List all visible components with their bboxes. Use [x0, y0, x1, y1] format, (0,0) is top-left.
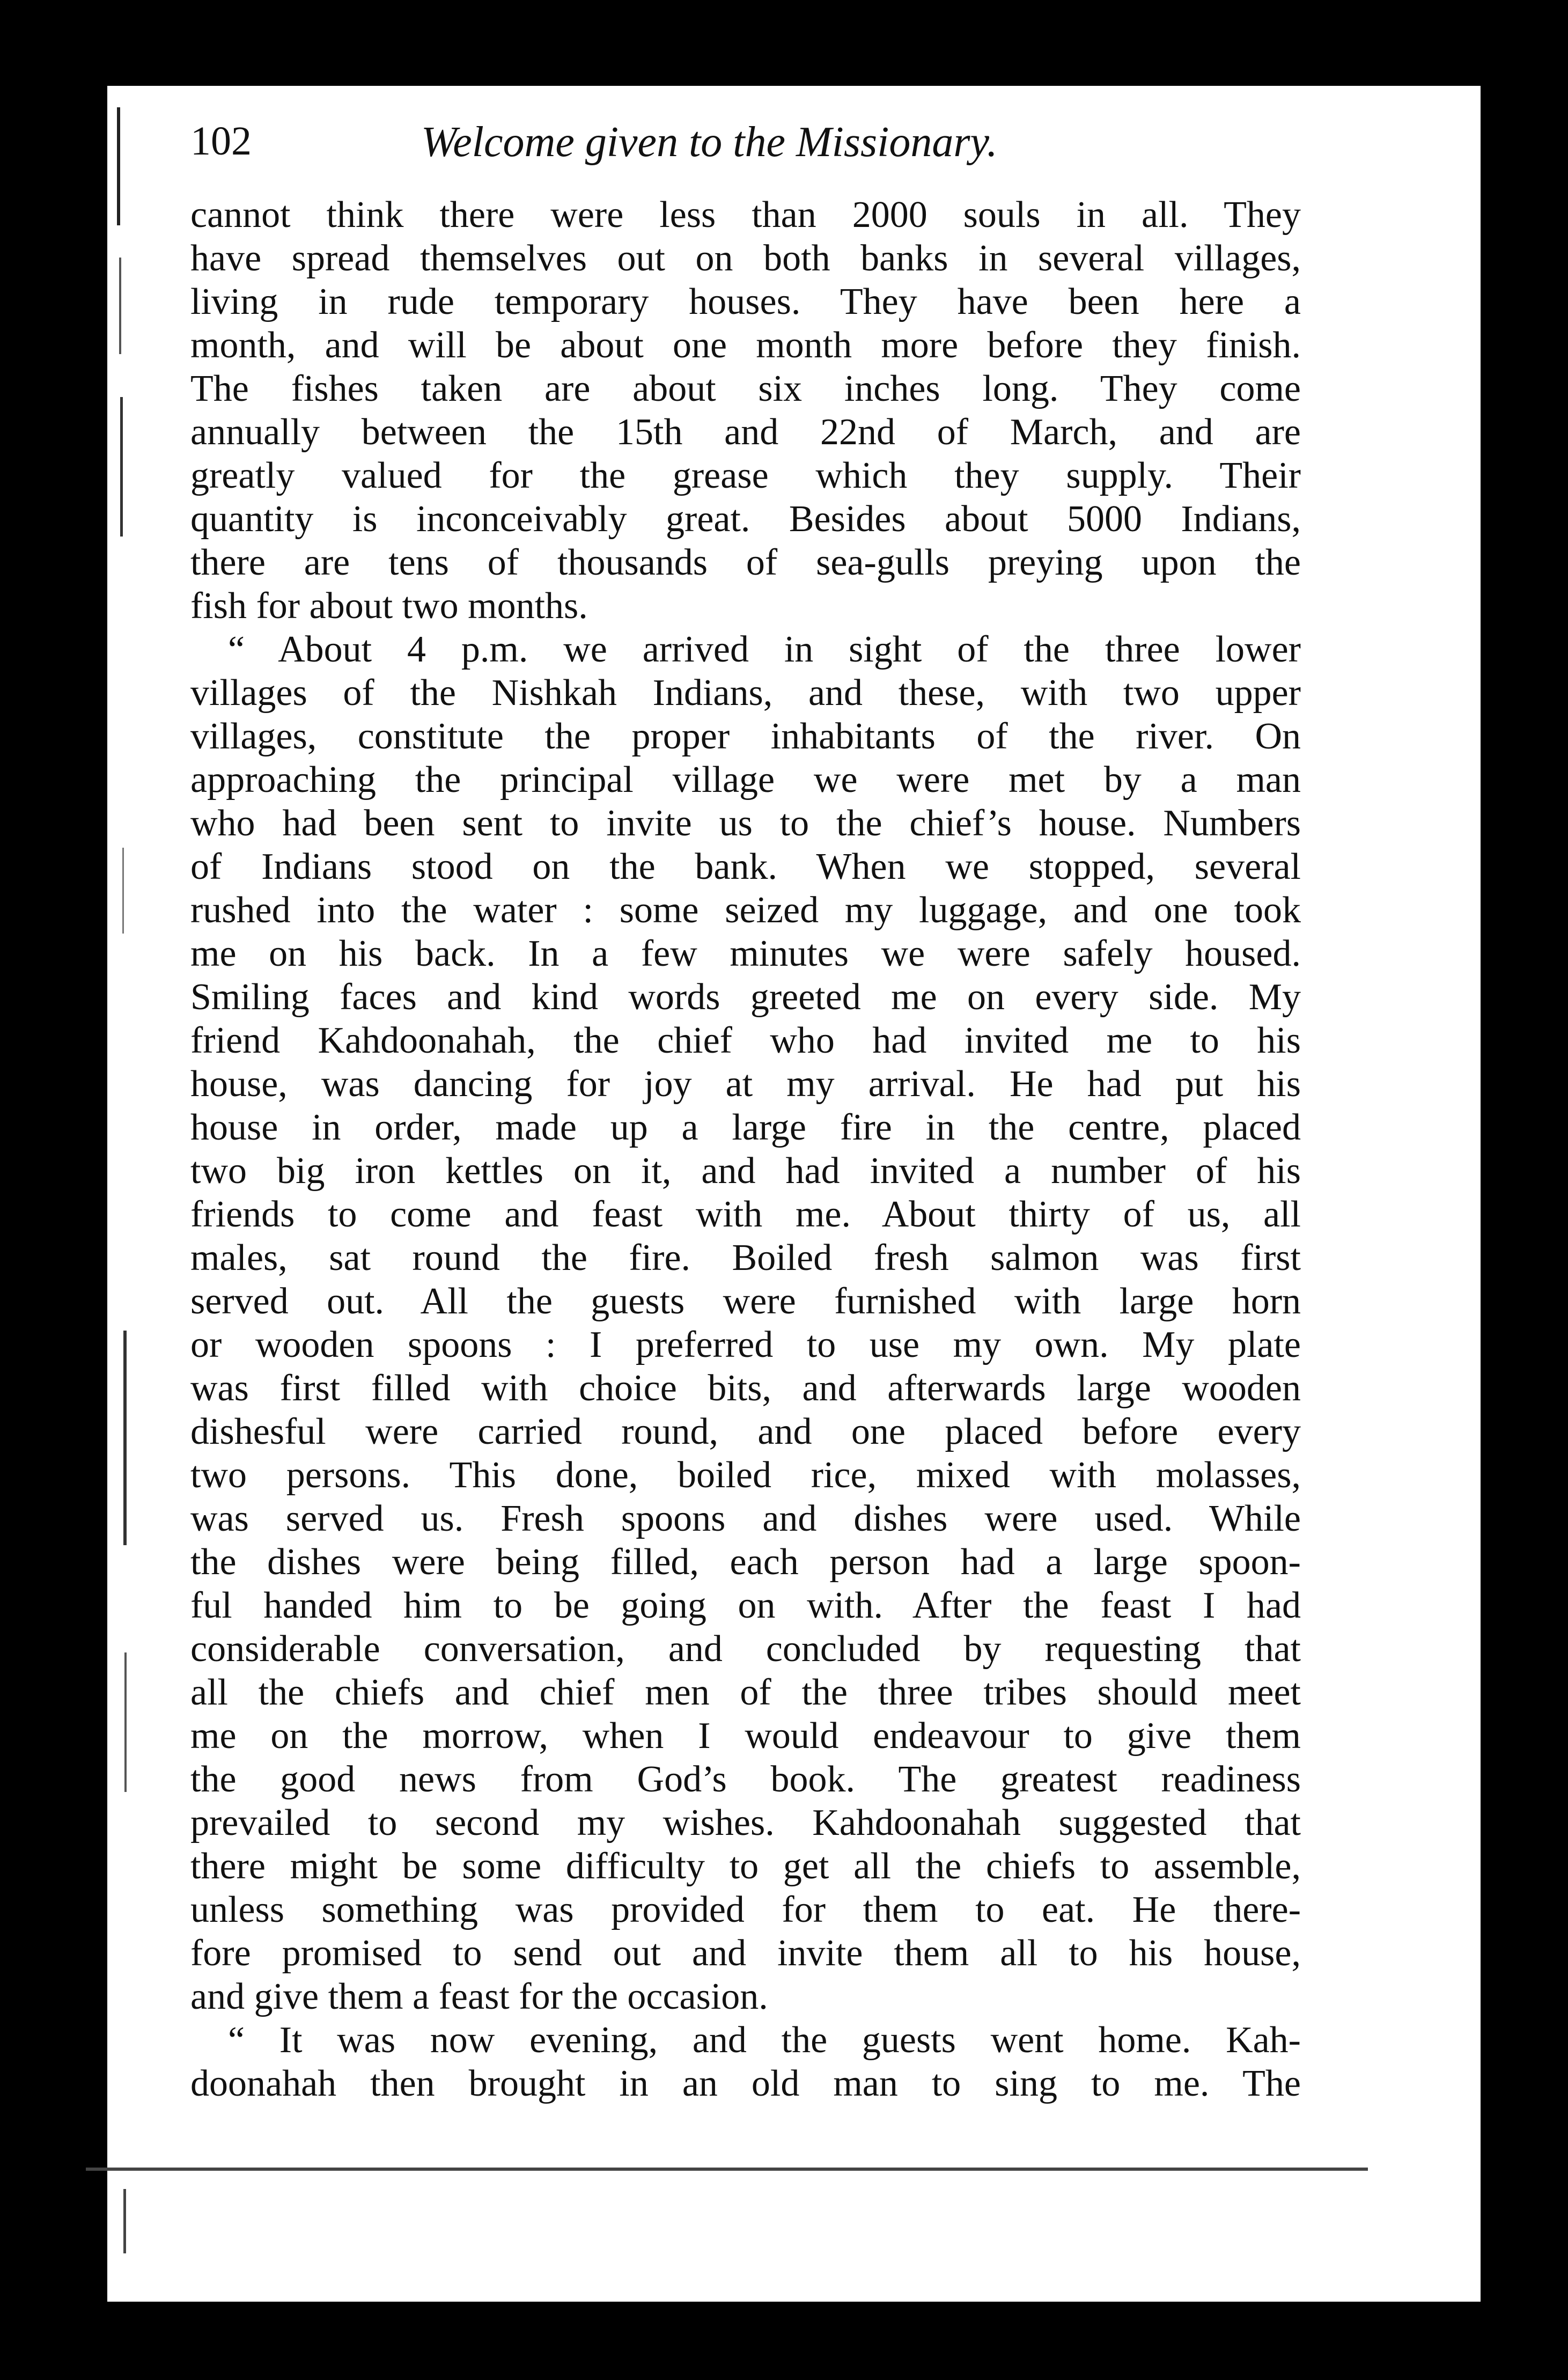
text-line: doonahah then brought in an old man to sing to me. The	[190, 2063, 1301, 2104]
text-line: unless something was provided for them to eat. He there-	[190, 1889, 1301, 1930]
text-line: who had been sent to invite us to the chief’s house. Numbers	[190, 803, 1301, 844]
text-line: friend Kahdoonahah, the chief who had invited me to his	[190, 1020, 1301, 1061]
text-line: rushed into the water : some seized my luggage, and one took	[190, 890, 1301, 931]
text-line: males, sat round the fire. Boiled fresh salmon was first	[190, 1237, 1301, 1279]
text-line: and give them a feast for the occasion.	[190, 1976, 768, 2017]
text-line: ful handed him to be going on with. After the feast I had	[190, 1585, 1301, 1626]
gutter-scan-marks	[113, 97, 156, 2269]
text-line: served out. All the guests were furnished with large horn	[190, 1281, 1301, 1322]
paragraph-1	[190, 193, 1301, 628]
text-line: house, was dancing for joy at my arrival. He had put his	[190, 1063, 1301, 1105]
text-line: there might be some difficulty to get all the chiefs to assemble,	[190, 1846, 1301, 1887]
text-line: approaching the principal village we were met by a man	[190, 759, 1301, 800]
page-number: 102	[190, 119, 252, 164]
text-line: annually between the 15th and 22nd of March, and are	[190, 412, 1301, 453]
text-line: greatly valued for the grease which they supply. Their	[190, 455, 1301, 496]
text-line: me on his back. In a few minutes we were safely housed.	[190, 933, 1301, 974]
text-line: have spread themselves out on both banks in several villages,	[190, 238, 1301, 279]
page-bottom-edge	[86, 2168, 1368, 2171]
text-line: the good news from God’s book. The greatest readiness	[190, 1759, 1301, 1800]
text-line: cannot think there were less than 2000 souls in all. They	[190, 194, 1301, 236]
text-line: prevailed to second my wishes. Kahdoonahah suggested that	[190, 1802, 1301, 1843]
text-line: me on the morrow, when I would endeavour to give them	[190, 1715, 1301, 1757]
text-line: quantity is inconceivably great. Besides about 5000 Indians,	[190, 498, 1301, 540]
text-line: “ It was now evening, and the guests went home. Kah-	[228, 2019, 1301, 2061]
text-line: the dishes were being filled, each person had a large spoon-	[190, 1541, 1301, 1583]
text-line: fish for about two months.	[190, 585, 588, 627]
running-header	[190, 107, 1210, 177]
text-line: there are tens of thousands of sea-gulls preying upon the	[190, 542, 1301, 583]
text-line: living in rude temporary houses. They have been here a	[190, 281, 1301, 322]
text-line: house in order, made up a large fire in the centre, placed	[190, 1107, 1301, 1148]
text-line: villages of the Nishkah Indians, and these, with two upper	[190, 672, 1301, 714]
text-line: or wooden spoons : I preferred to use my own. My plate	[190, 1324, 1301, 1365]
text-line: of Indians stood on the bank. When we stopped, several	[190, 846, 1301, 887]
text-line: month, and will be about one month more before they finish.	[190, 325, 1301, 366]
text-line: considerable conversation, and concluded by requesting that	[190, 1628, 1301, 1670]
text-line: was served us. Fresh spoons and dishes were used. While	[190, 1498, 1301, 1539]
text-line: was first filled with choice bits, and afterwards large wooden	[190, 1368, 1301, 1409]
text-line: fore promised to send out and invite them all to his house,	[190, 1933, 1301, 1974]
text-line: two persons. This done, boiled rice, mixed with molasses,	[190, 1455, 1301, 1496]
body-text	[190, 193, 1301, 2105]
paragraph-3	[190, 2018, 1301, 2105]
text-line: Smiling faces and kind words greeted me on every side. My	[190, 976, 1301, 1018]
text-line: all the chiefs and chief men of the three tribes should meet	[190, 1672, 1301, 1713]
paragraph-2	[190, 628, 1301, 2018]
running-title: Welcome given to the Missionary.	[421, 119, 998, 166]
text-line: friends to come and feast with me. About thirty of us, all	[190, 1194, 1301, 1235]
text-line: “ About 4 p.m. we arrived in sight of the three lower	[228, 629, 1301, 670]
text-line: villages, constitute the proper inhabitants of the river. On	[190, 716, 1301, 757]
text-line: dishesful were carried round, and one placed before every	[190, 1411, 1301, 1452]
text-line: two big iron kettles on it, and had invited a number of his	[190, 1150, 1301, 1192]
text-line: The fishes taken are about six inches long. They come	[190, 368, 1301, 409]
